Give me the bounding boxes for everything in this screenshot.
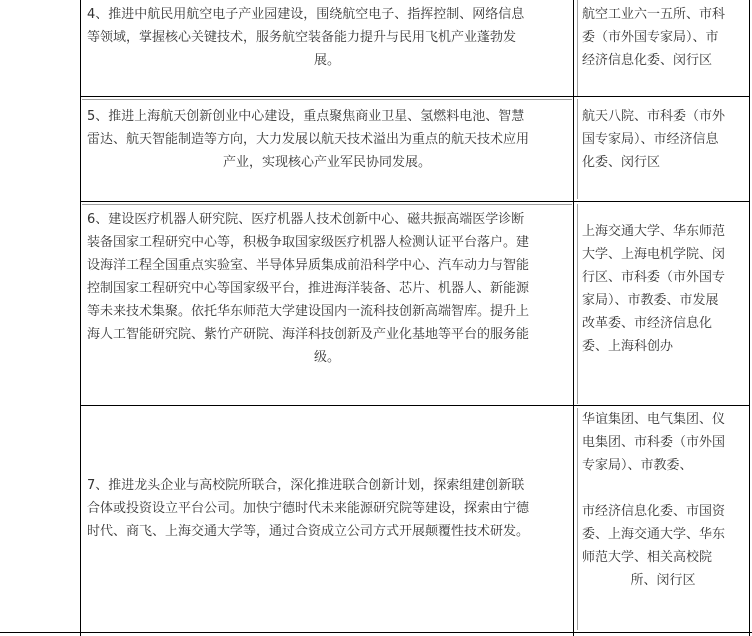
row4-unit-line: 所、闵行区 (630, 573, 696, 588)
inner-frame-row1 (577, 0, 578, 96)
row2-task-text (87, 105, 567, 174)
row1-unit-line: 航空工业六一五所、市科 (582, 7, 726, 22)
row4-task-line: 合体或投资设立平台公司。加快宁德时代未来能源研究院等建设，探索由宁德 (87, 501, 530, 516)
row-divider-2 (80, 201, 750, 202)
row1-task-line: 等领域，掌握核心关键技术，服务航空装备能力提升与民用飞机产业蓬勃发 (87, 30, 517, 45)
row4-units-text (582, 408, 744, 592)
row3-unit-line: 上海交通大学、华东师范 (582, 224, 726, 239)
row4-unit-line: 市经济信息化委、市国资 (582, 504, 726, 519)
row3-task-line: 6、建设医疗机器人研究院、医疗机器人技术创新中心、磁共振高端医学诊断 (87, 212, 525, 227)
row-divider-3 (80, 405, 750, 406)
row2-unit-line: 国专家局）、市经济信息 (582, 132, 719, 147)
row4-unit-line: 专家局）、市教委、 (582, 458, 693, 473)
row3-unit-line: 行区、市科委（市外国专 (582, 270, 726, 285)
inner-frame-row3-right (577, 204, 578, 404)
row4-unit-line: 华谊集团、电气集团、仪 (582, 412, 726, 427)
inner-frame-row3-top (82, 204, 572, 205)
row4-task-line: 7、推进龙头企业与高校院所联合，深化推进联合创新计划，探索组建创新联 (87, 478, 525, 493)
row2-task-line: 雷达、航天智能制造等方向，大力发展以航天技术溢出为重点的航天技术应用 (87, 132, 530, 147)
inner-frame-row2-top (82, 99, 572, 100)
inner-frame-row2-right (577, 99, 578, 199)
row1-task-line: 展。 (313, 53, 340, 68)
row3-unit-line: 大学、上海电机学院、闵 (582, 247, 726, 262)
row3-task-line: 级。 (313, 350, 340, 365)
row1-unit-line: 委（市外国专家局）、市 (582, 30, 719, 45)
row3-task-line: 控制国家工程研究中心等国家级平台，推进海洋装备、芯片、机器人、新能源 (87, 281, 530, 296)
row4-unit-line: 委、上海交通大学、华东 (582, 527, 726, 542)
inner-frame-row4-right (577, 408, 578, 630)
row3-unit-line: 委、上海科创办 (582, 339, 674, 354)
row2-task-line: 5、推进上海航天创新创业中心建设，重点聚焦商业卫星、氢燃料电池、智慧 (87, 109, 525, 124)
row-divider-4 (0, 632, 752, 633)
row2-task-line: 产业，实现核心产业军民协同发展。 (222, 155, 431, 170)
row2-unit-line: 航天八院、市科委（市外 (582, 109, 726, 124)
row4-task-line: 时代、商飞、上海交通大学等，通过合资成立公司方式开展颠覆性技术研发。 (87, 524, 530, 539)
row3-units-text (582, 220, 744, 358)
row1-task-text (87, 3, 567, 72)
row3-unit-line: 改革委、市经济信息化 (582, 316, 713, 331)
row4-unit-line: 师范大学、相关高校院 (582, 550, 713, 565)
row1-unit-line: 经济信息化委、闵行区 (582, 53, 713, 68)
row3-task-line: 设海洋工程全国重点实验室、半导体异质集成前沿科学中心、汽车动力与智能 (87, 258, 530, 273)
row3-unit-line: 家局）、市教委、市发展 (582, 293, 719, 308)
row4-task-text (87, 474, 567, 543)
row1-task-line: 4、推进中航民用航空电子产业园建设，围绕航空电子、指挥控制、网络信息 (87, 7, 525, 22)
row3-task-line: 海人工智能研究院、紫竹产研院、海洋科技创新及产业化基地等平台的服务能 (87, 327, 530, 342)
row-divider-1 (80, 96, 750, 97)
row4-unit-line (582, 477, 744, 500)
row4-unit-line: 电集团、市科委（市外国 (582, 435, 726, 450)
row3-task-line: 装备国家工程研究中心等，积极争取国家级医疗机器人检测认证平台落户。建 (87, 235, 530, 250)
row2-units-text (582, 105, 744, 174)
row3-task-text (87, 208, 567, 369)
row2-unit-line: 化委、闵行区 (582, 155, 661, 170)
row1-units-text (582, 3, 744, 72)
row3-task-line: 等未来技术集聚。依托华东师范大学建设国内一流科技创新高端智库。提升上 (87, 304, 530, 319)
